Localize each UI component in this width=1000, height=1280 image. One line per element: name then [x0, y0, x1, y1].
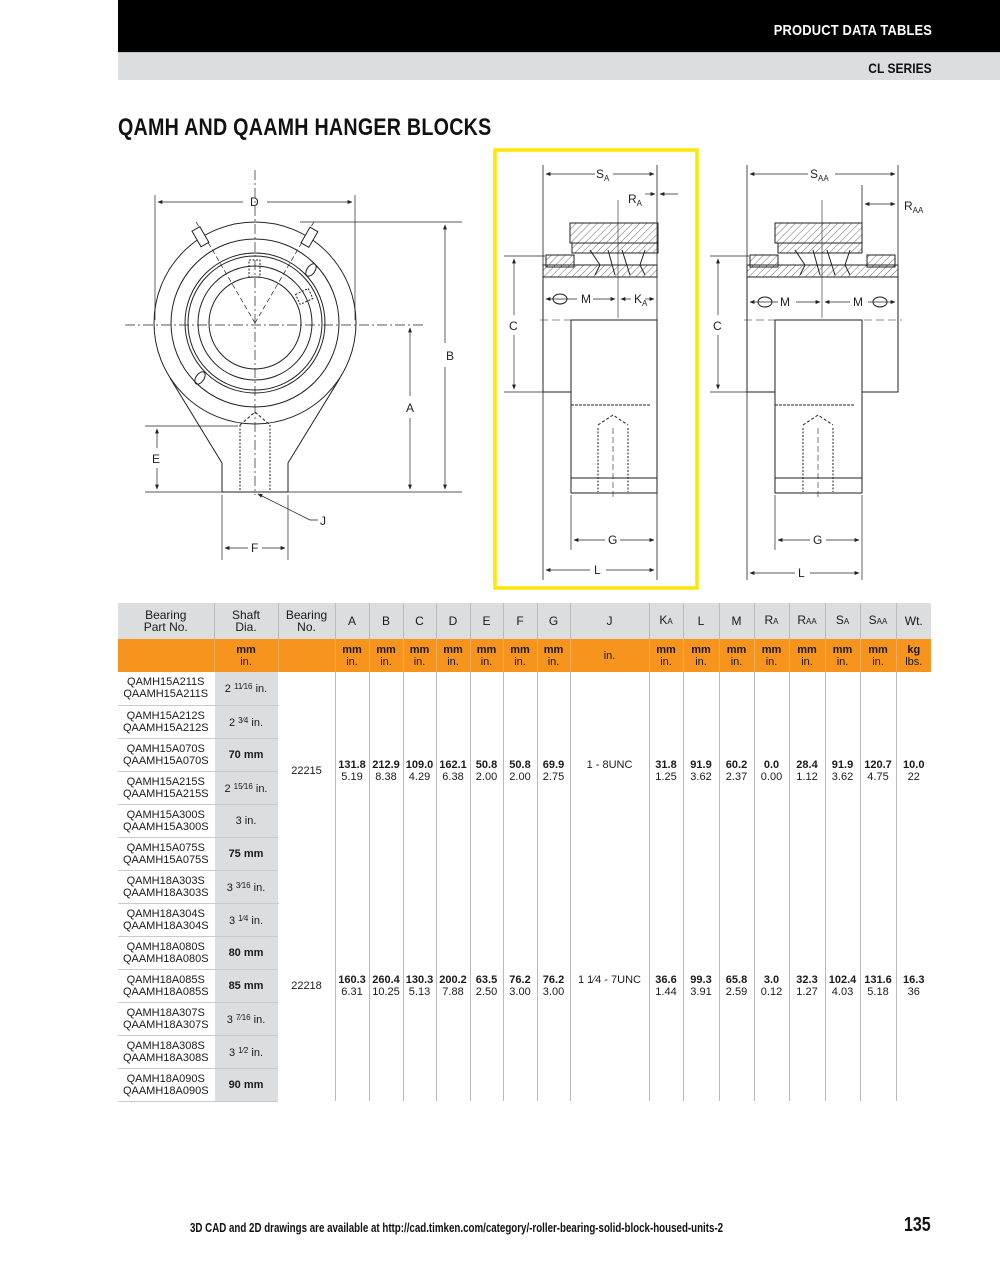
col-header-saa: SAA: [860, 603, 896, 639]
dim-cell-raa: 28.4 1.12: [789, 672, 825, 870]
table-row: [118, 870, 931, 903]
col-header-sa: SA: [825, 603, 860, 639]
col-header-a: A: [335, 603, 369, 639]
col-header-m: M: [719, 603, 754, 639]
header-bar: [118, 0, 1000, 52]
dim-cell-saa: 120.7 4.75: [860, 672, 896, 870]
units-row: [118, 639, 931, 672]
dim-label-saa: $S_{AA}$: [810, 167, 829, 183]
dim-cell-b: 260.4 10.25: [369, 870, 403, 1101]
unit-cell: mm in.: [825, 639, 860, 672]
part-number-cell: QAMH15A070S QAAMH15A070S: [118, 738, 214, 771]
dim-cell-e: 63.5 2.50: [470, 870, 503, 1101]
series-title: CL SERIES: [868, 60, 932, 76]
col-header-ra: RA: [754, 603, 789, 639]
bearing-number-cell: 22215: [278, 672, 335, 870]
unit-cell: mm in.: [470, 639, 503, 672]
dim-label-a: A: [406, 401, 415, 415]
col-header-d: D: [436, 603, 470, 639]
unit-cell: mm in.: [754, 639, 789, 672]
dim-label-b: B: [446, 349, 455, 363]
col-header-shaft: Shaft Dia.: [214, 603, 278, 639]
dim-label-d: D: [250, 195, 259, 209]
dim-label-sa: $S_A$: [596, 167, 610, 183]
part-number-cell: QAMH18A303S QAAMH18A303S: [118, 870, 214, 903]
dim-label-l: L: [798, 566, 805, 580]
dim-cell-c: 130.3 5.13: [403, 870, 436, 1101]
dim-cell-a: 160.3 6.31: [335, 870, 369, 1101]
shaft-dia-cell: 90 mm: [214, 1068, 278, 1101]
dim-cell-ra: 0.0 0.00: [754, 672, 789, 870]
col-header-raa: RAA: [789, 603, 825, 639]
footer-cad-note: 3D CAD and 2D drawings are available at http://cad.timken.com/category/-roller-bearing-solid-block-housed-units-2: [190, 1221, 724, 1235]
page-number: 135: [904, 1214, 931, 1236]
col-header-wt: Wt.: [896, 603, 931, 639]
dim-label-ra: $R_A$: [628, 192, 643, 208]
col-header-part: Bearing Part No.: [118, 603, 214, 639]
unit-cell: mm in.: [789, 639, 825, 672]
dim-label-m-left: M: [780, 295, 790, 309]
highlight-box: [495, 150, 697, 588]
dim-cell-j: 1 - 8UNC: [570, 672, 649, 870]
dim-label-c: C: [509, 319, 518, 333]
part-number-cell: QAMH18A080S QAAMH18A080S: [118, 936, 214, 969]
col-header-ka: KA: [649, 603, 683, 639]
dim-cell-c: 109.0 4.29: [403, 672, 436, 870]
unit-cell-empty: [118, 639, 214, 672]
dim-cell-raa: 32.3 1.27: [789, 870, 825, 1101]
bearing-number-cell: 22218: [278, 870, 335, 1101]
dim-label-c: C: [713, 319, 722, 333]
dim-label-e: E: [152, 452, 161, 466]
dim-cell-m: 65.8 2.59: [719, 870, 754, 1101]
dim-cell-l: 99.3 3.91: [683, 870, 719, 1101]
dim-label-m-right: M: [853, 295, 863, 309]
page-title: QAMH AND QAAMH HANGER BLOCKS: [118, 114, 492, 141]
col-header-e: E: [470, 603, 503, 639]
part-number-cell: QAMH18A307S QAAMH18A307S: [118, 1002, 214, 1035]
drawings-svg: [0, 140, 1000, 600]
col-header-j: J: [570, 603, 649, 639]
shaft-dia-cell: 85 mm: [214, 969, 278, 1002]
dim-cell-d: 162.1 6.38: [436, 672, 470, 870]
unit-cell: mm in.: [335, 639, 369, 672]
col-header-c: C: [403, 603, 436, 639]
dim-cell-g: 69.9 2.75: [537, 672, 570, 870]
unit-cell: mm in.: [503, 639, 537, 672]
dim-cell-ra: 3.0 0.12: [754, 870, 789, 1101]
part-number-cell: QAMH18A090S QAAMH18A090S: [118, 1068, 214, 1101]
dim-cell-g: 76.2 3.00: [537, 870, 570, 1101]
dim-cell-j: 1 1⁄4 - 7UNC: [570, 870, 649, 1101]
dim-label-raa: $R_{AA}$: [904, 199, 924, 215]
col-header-b: B: [369, 603, 403, 639]
product-data-table: [118, 603, 931, 1102]
unit-cell: mm in.: [537, 639, 570, 672]
dim-label-g: G: [608, 533, 618, 547]
part-number-cell: QAMH15A211S QAAMH15A211S: [118, 672, 214, 705]
dim-label-f: F: [251, 541, 259, 555]
dim-label-j: J: [320, 514, 326, 528]
end-view-drawing: [125, 170, 462, 560]
unit-cell: mm in.: [683, 639, 719, 672]
unit-cell-empty: [278, 639, 335, 672]
col-header-g: G: [537, 603, 570, 639]
dim-cell-a: 131.8 5.19: [335, 672, 369, 870]
unit-cell: mm in.: [369, 639, 403, 672]
dim-cell-ka: 31.8 1.25: [649, 672, 683, 870]
part-number-cell: QAMH15A300S QAAMH15A300S: [118, 804, 214, 837]
table-row: [118, 672, 931, 705]
header-row: [118, 603, 931, 639]
unit-cell: mm in.: [860, 639, 896, 672]
part-number-cell: QAMH18A308S QAAMH18A308S: [118, 1035, 214, 1068]
unit-cell-j: in.: [570, 639, 649, 672]
unit-cell: mm in.: [719, 639, 754, 672]
shaft-dia-cell: 3 $^{1⁄4}$ in.: [214, 903, 278, 936]
shaft-dia-cell: 75 mm: [214, 837, 278, 870]
dim-cell-sa: 91.9 3.62: [825, 672, 860, 870]
dim-cell-d: 200.2 7.88: [436, 870, 470, 1101]
unit-cell: mm in.: [403, 639, 436, 672]
dim-cell-f: 76.2 3.00: [503, 870, 537, 1101]
shaft-dia-cell: 3 in.: [214, 804, 278, 837]
dim-cell-l: 91.9 3.62: [683, 672, 719, 870]
dim-cell-wt: 10.0 22: [896, 672, 931, 870]
shaft-dia-cell: 3 $^{7⁄16}$ in.: [214, 1002, 278, 1035]
dim-label-g: G: [813, 533, 823, 547]
series-bar: [118, 52, 1000, 80]
shaft-dia-cell: 2 $^{11⁄16}$ in.: [214, 672, 278, 705]
col-header-l: L: [683, 603, 719, 639]
side-view-qaamh-drawing: [710, 165, 902, 580]
dim-label-l: L: [594, 563, 601, 577]
dim-label-m: M: [581, 292, 591, 306]
dim-cell-f: 50.8 2.00: [503, 672, 537, 870]
side-view-qamh-drawing: [504, 165, 678, 580]
col-header-f: F: [503, 603, 537, 639]
part-number-cell: QAMH15A215S QAAMH15A215S: [118, 771, 214, 804]
table-body: [118, 639, 931, 1101]
dim-cell-sa: 102.4 4.03: [825, 870, 860, 1101]
dim-cell-ka: 36.6 1.44: [649, 870, 683, 1101]
dim-cell-saa: 131.6 5.18: [860, 870, 896, 1101]
section-title: PRODUCT DATA TABLES: [773, 22, 932, 39]
dim-cell-m: 60.2 2.37: [719, 672, 754, 870]
shaft-dia-cell: 70 mm: [214, 738, 278, 771]
dim-label-ka: $K_A$: [634, 292, 648, 308]
shaft-dia-cell: 3 $^{1⁄2}$ in.: [214, 1035, 278, 1068]
unit-cell: mm in.: [649, 639, 683, 672]
shaft-dia-cell: 2 $^{15⁄16}$ in.: [214, 771, 278, 804]
dim-cell-b: 212.9 8.38: [369, 672, 403, 870]
unit-cell-shaft: mm in.: [214, 639, 278, 672]
unit-cell-wt: kg lbs.: [896, 639, 931, 672]
part-number-cell: QAMH15A075S QAAMH15A075S: [118, 837, 214, 870]
unit-cell: mm in.: [436, 639, 470, 672]
shaft-dia-cell: 80 mm: [214, 936, 278, 969]
technical-drawings: [0, 140, 1000, 600]
part-number-cell: QAMH15A212S QAAMH15A212S: [118, 705, 214, 738]
part-number-cell: QAMH18A304S QAAMH18A304S: [118, 903, 214, 936]
dim-cell-e: 50.8 2.00: [470, 672, 503, 870]
dim-cell-wt: 16.3 36: [896, 870, 931, 1101]
shaft-dia-cell: 3 $^{3⁄16}$ in.: [214, 870, 278, 903]
part-number-cell: QAMH18A085S QAAMH18A085S: [118, 969, 214, 1002]
col-header-bearing: Bearing No.: [278, 603, 335, 639]
shaft-dia-cell: 2 $^{3⁄4}$ in.: [214, 705, 278, 738]
